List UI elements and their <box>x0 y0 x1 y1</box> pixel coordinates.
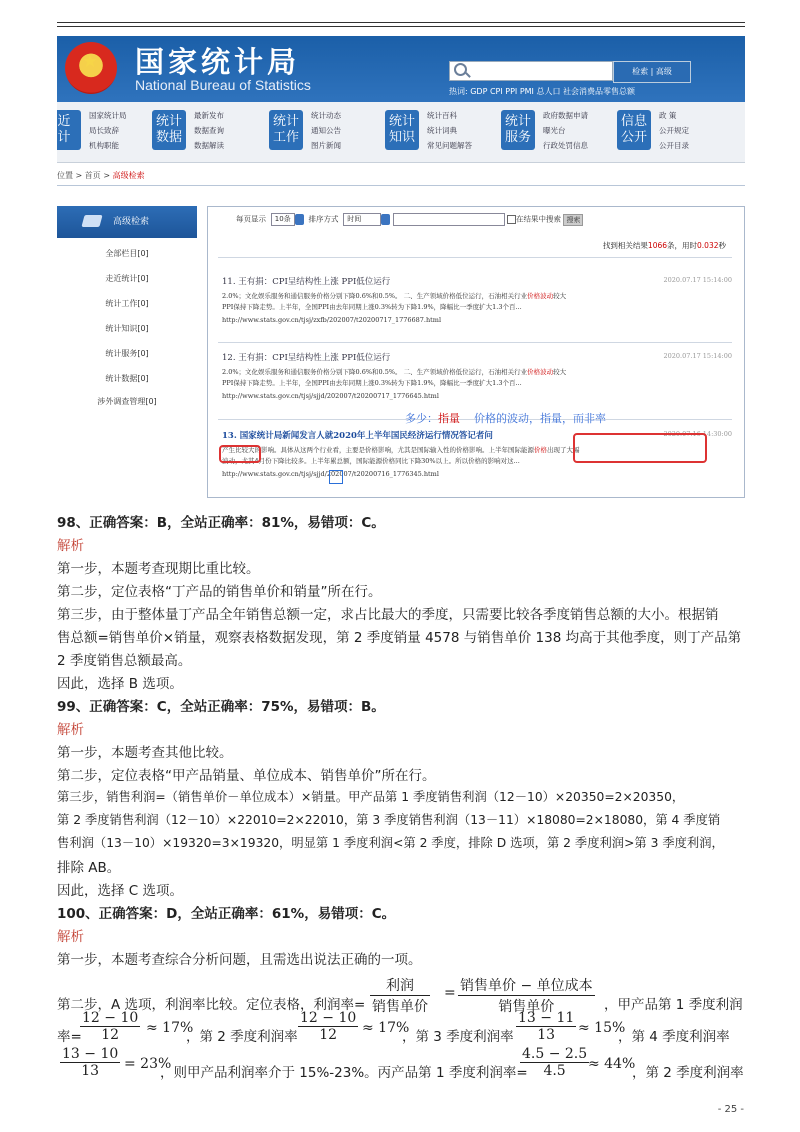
nav-link[interactable]: 统计动态 <box>311 111 341 120</box>
result-url[interactable]: http://www.stats.gov.cn/tjsj/zxfb/202007/t20200717_1776687.html <box>222 316 442 324</box>
sidebar-item[interactable]: 统计知识[0] <box>105 324 149 333</box>
q98-line: 因此，选择 B 选项。 <box>57 676 183 692</box>
site-search-input[interactable] <box>449 61 613 81</box>
search-controls <box>236 213 583 226</box>
fraction-value: ≈ 17% <box>146 1020 194 1036</box>
q99-line: 排除 AB。 <box>57 860 121 876</box>
go-button[interactable]: 搜索 <box>563 214 583 226</box>
nav-box-about[interactable]: 近 计 <box>57 110 81 150</box>
nav-links-work <box>311 108 341 153</box>
fraction: 12 − 10 12 <box>300 1010 357 1043</box>
sidebar-item[interactable]: 涉外调查管理[0] <box>97 397 157 406</box>
q98-jiexi: 解析 <box>57 538 84 554</box>
fraction-value: ≈ 44% <box>588 1056 636 1072</box>
site-search-button[interactable]: 检索 | 高级 <box>613 61 691 83</box>
nbs-search-screenshot <box>57 36 745 499</box>
q99-jiexi: 解析 <box>57 722 84 738</box>
nav-link[interactable]: 国家统计局 <box>89 111 127 120</box>
chevron-down-icon[interactable] <box>381 214 390 225</box>
q100-line: ，则甲产品利润率介于 15%-23%。丙产品第 1 季度利润率= <box>160 1065 528 1081</box>
sidebar-item[interactable]: 全部栏目[0] <box>105 249 149 258</box>
breadcrumb-prefix[interactable]: 位置 > 首页 > <box>57 171 113 180</box>
nav-links-about <box>89 108 127 153</box>
q99-line: 第二步，定位表格“甲产品销量、单位成本、销售单价”所在行。 <box>57 768 436 784</box>
nav-link[interactable]: 曝光台 <box>543 126 566 135</box>
nav-link[interactable]: 最新发布 <box>194 111 224 120</box>
nav-links-knowledge <box>427 108 472 153</box>
nav-box-data[interactable]: 统计 数据 <box>152 110 186 150</box>
q100-line: 第一步，本题考查综合分析问题，且需选出说法正确的一项。 <box>57 952 422 968</box>
national-emblem-icon: ★ <box>65 42 117 94</box>
per-page-select[interactable]: 10条 <box>271 213 295 226</box>
result-date: 2020.07.16 14:30:00 <box>663 430 732 438</box>
nav-box-open[interactable]: 信息 公开 <box>617 110 651 150</box>
red-highlight-box <box>219 445 261 463</box>
nav-link[interactable]: 数据解读 <box>194 141 224 150</box>
q99-line: 第三步，销售利润=（销售单价－单位成本）×销量。甲产品第 1 季度销售利润（12－10）×20350=2×20350， <box>57 790 685 804</box>
q100-line: 率= <box>57 1029 82 1045</box>
nav-link[interactable]: 公开目录 <box>659 141 689 150</box>
site-title-cn: 国家统计局 <box>135 45 301 79</box>
q100-line: ，第 2 季度利润率 <box>186 1029 298 1045</box>
sidebar-title: 高级检索 <box>113 217 150 227</box>
site-title-en: National Bureau of Statistics <box>135 77 311 93</box>
equals-sign: = <box>444 985 456 1001</box>
sidebar-item[interactable]: 统计工作[0] <box>105 299 149 308</box>
nav-link[interactable]: 统计词典 <box>427 126 457 135</box>
fraction: 销售单价 − 单位成本 销售单价 <box>460 978 593 1015</box>
sidebar-header <box>57 206 197 238</box>
keyword-input[interactable] <box>393 213 505 226</box>
result-item <box>222 275 732 324</box>
q100-line: ，第 2 季度利润率 <box>632 1065 744 1081</box>
q99-answer: 99、正确答案：C，全站正确率：75%，易错项：B。 <box>57 699 385 715</box>
red-highlight-box <box>573 433 707 463</box>
nav-link[interactable]: 局长致辞 <box>89 126 119 135</box>
q100-answer: 100、正确答案：D，全站正确率：61%，易错项：C。 <box>57 906 396 922</box>
q98-line: 第二步，定位表格“丁产品的销售单价和销量”所在行。 <box>57 584 382 600</box>
nav-links-data <box>194 108 224 153</box>
nav-box-knowledge[interactable]: 统计 知识 <box>385 110 419 150</box>
q98-line: 第一步，本题考查现期比重比较。 <box>57 561 260 577</box>
result-snippet: 2.0%；文化娱乐服务和通信服务价格分别下降0.6%和0.5%。 二、生产领域价格低位运行，石油相关行业价格波动较大 PPI保持下降走势。上半年，全国PPI由去年同期上涨0.3%转为下降1.9%，降幅比一季度扩大1.3个百... <box>222 368 567 387</box>
result-title[interactable]: 11. 王有捐：CPI呈结构性上涨 PPI低位运行 <box>222 277 391 287</box>
site-nav <box>57 102 745 163</box>
sidebar-item[interactable]: 统计数据[0] <box>105 374 149 383</box>
nav-link[interactable]: 政 策 <box>659 111 677 120</box>
q100-line: ，第 4 季度利润率 <box>618 1029 730 1045</box>
fraction: 利润 销售单价 <box>372 978 428 1015</box>
hot-words: 热词: GDP CPI PPI PMI 总人口 社会消费品零售总额 <box>449 87 635 96</box>
result-title[interactable]: 13. 国家统计局新闻发言人就2020年上半年国民经济运行情况答记者问 <box>222 431 493 441</box>
fraction: 13 − 10 13 <box>62 1046 119 1079</box>
nav-link[interactable]: 行政处罚信息 <box>543 141 588 150</box>
nav-link[interactable]: 数据查询 <box>194 126 224 135</box>
q100-line: ，甲产品第 1 季度利润 <box>604 997 743 1013</box>
search-panel-icon <box>81 215 102 227</box>
sort-select[interactable]: 时间 <box>343 213 381 226</box>
result-date: 2020.07.17 15:14:00 <box>663 352 732 360</box>
result-snippet: 2.0%；文化娱乐服务和通信服务价格分别下降0.6%和0.5%。 二、生产领域价格低位运行，石油相关行业价格波动较大 PPI保持下降走势。上半年，全国PPI由去年同期上涨0.3%转为下降1.9%，降幅比一季度扩大1.3个百... <box>222 292 567 311</box>
q99-line: 因此，选择 C 选项。 <box>57 883 184 899</box>
sidebar-item[interactable]: 统计服务[0] <box>105 349 149 358</box>
q98-answer: 98、正确答案：B，全站正确率：81%，易错项：C。 <box>57 515 385 531</box>
nav-link[interactable]: 通知公告 <box>311 126 341 135</box>
nav-links-open <box>659 108 689 153</box>
fraction: 13 − 11 13 <box>518 1010 575 1043</box>
in-results-checkbox[interactable] <box>507 215 516 224</box>
site-header <box>57 36 745 102</box>
q99-line: 第 2 季度销售利润（12－10）×22010=2×22010，第 3 季度销售利润（13－11）×18080=2×18080，第 4 季度销 <box>57 813 721 827</box>
fraction-value: = 23% <box>124 1056 172 1072</box>
result-url[interactable]: http://www.stats.gov.cn/tjsj/sjjd/202007/t20200717_1776645.html <box>222 392 439 400</box>
in-results-label: 在结果中搜索 <box>516 214 562 224</box>
blue-highlight-box <box>329 470 343 484</box>
nav-link[interactable]: 公开规定 <box>659 126 689 135</box>
result-url[interactable]: http://www.stats.gov.cn/tjsj/sjjd/202007/t20200716_1776345.html <box>222 470 439 478</box>
q100-jiexi: 解析 <box>57 929 84 945</box>
fraction-value: ≈ 17% <box>362 1020 410 1036</box>
sort-label: 排序方式 <box>308 214 339 224</box>
fraction: 12 − 10 12 <box>82 1010 139 1043</box>
chevron-down-icon[interactable] <box>295 214 304 225</box>
fraction: 4.5 − 2.5 4.5 <box>522 1046 588 1079</box>
divider <box>218 257 732 258</box>
per-page-label: 每页显示 <box>236 214 266 224</box>
divider <box>218 342 732 343</box>
page-number: - 25 - <box>717 1104 744 1115</box>
fraction-value: ≈ 15% <box>578 1020 626 1036</box>
breadcrumb <box>57 170 145 181</box>
q98-line: 售总额=销售单价×销量，观察表格数据发现，第 2 季度销量 4578 与销售单价 138 均高于其他季度，则丁产品第 <box>57 630 742 646</box>
search-icon <box>454 63 467 76</box>
breadcrumb-current: 高级检索 <box>112 171 145 180</box>
q98-line: 2 季度销售总额最高。 <box>57 653 192 669</box>
q99-line: 售利润（13－10）×19320=3×19320，明显第 1 季度利润<第 2 季度，排除 D 选项，第 2 季度利润>第 3 季度利润， <box>57 836 724 850</box>
q100-line: ，第 3 季度利润率 <box>402 1029 514 1045</box>
nav-link[interactable]: 统计百科 <box>427 111 457 120</box>
result-date: 2020.07.17 15:14:00 <box>663 276 732 284</box>
nav-links-service <box>543 108 588 153</box>
q99-line: 第一步，本题考查其他比较。 <box>57 745 233 761</box>
result-snippet: 产生比较大的影响。具体从这两个行业看，主要是价格影响，尤其是国际输入性的价格影响。上半年国际能源价格出现了大幅 波动，尤其4月份下降比较多。上半年累总额，国际能源价格同比下降30%以上。所以价格的影响对这... <box>222 446 580 465</box>
nav-link[interactable]: 图片新闻 <box>311 141 341 150</box>
divider <box>57 185 745 186</box>
nav-box-work[interactable]: 统计 工作 <box>269 110 303 150</box>
search-sidebar <box>57 206 197 422</box>
top-rule-2 <box>57 26 745 27</box>
sidebar-item[interactable]: 走近统计[0] <box>105 274 149 283</box>
nav-link[interactable]: 机构职能 <box>89 141 119 150</box>
result-stats: 找到相关结果1066条，用时0.032秒 <box>602 241 726 250</box>
result-item <box>222 351 732 400</box>
result-title[interactable]: 12. 王有捐：CPI呈结构性上涨 PPI低位运行 <box>222 353 391 363</box>
nav-link[interactable]: 常见问题解答 <box>427 141 472 150</box>
nav-box-service[interactable]: 统计 服务 <box>501 110 535 150</box>
top-rule <box>57 22 745 23</box>
handwritten-note: 多少：指量 价格的波动，指量，而非率 <box>405 412 606 425</box>
q98-line: 第三步，由于整体量丁产品全年销售总额一定，求占比最大的季度，只需要比较各季度销售总额的大小。根据销 <box>57 607 719 623</box>
q100-line: 第二步，A 选项，利润率比较。定位表格，利润率= <box>57 997 366 1013</box>
nav-link[interactable]: 政府数据申请 <box>543 111 588 120</box>
